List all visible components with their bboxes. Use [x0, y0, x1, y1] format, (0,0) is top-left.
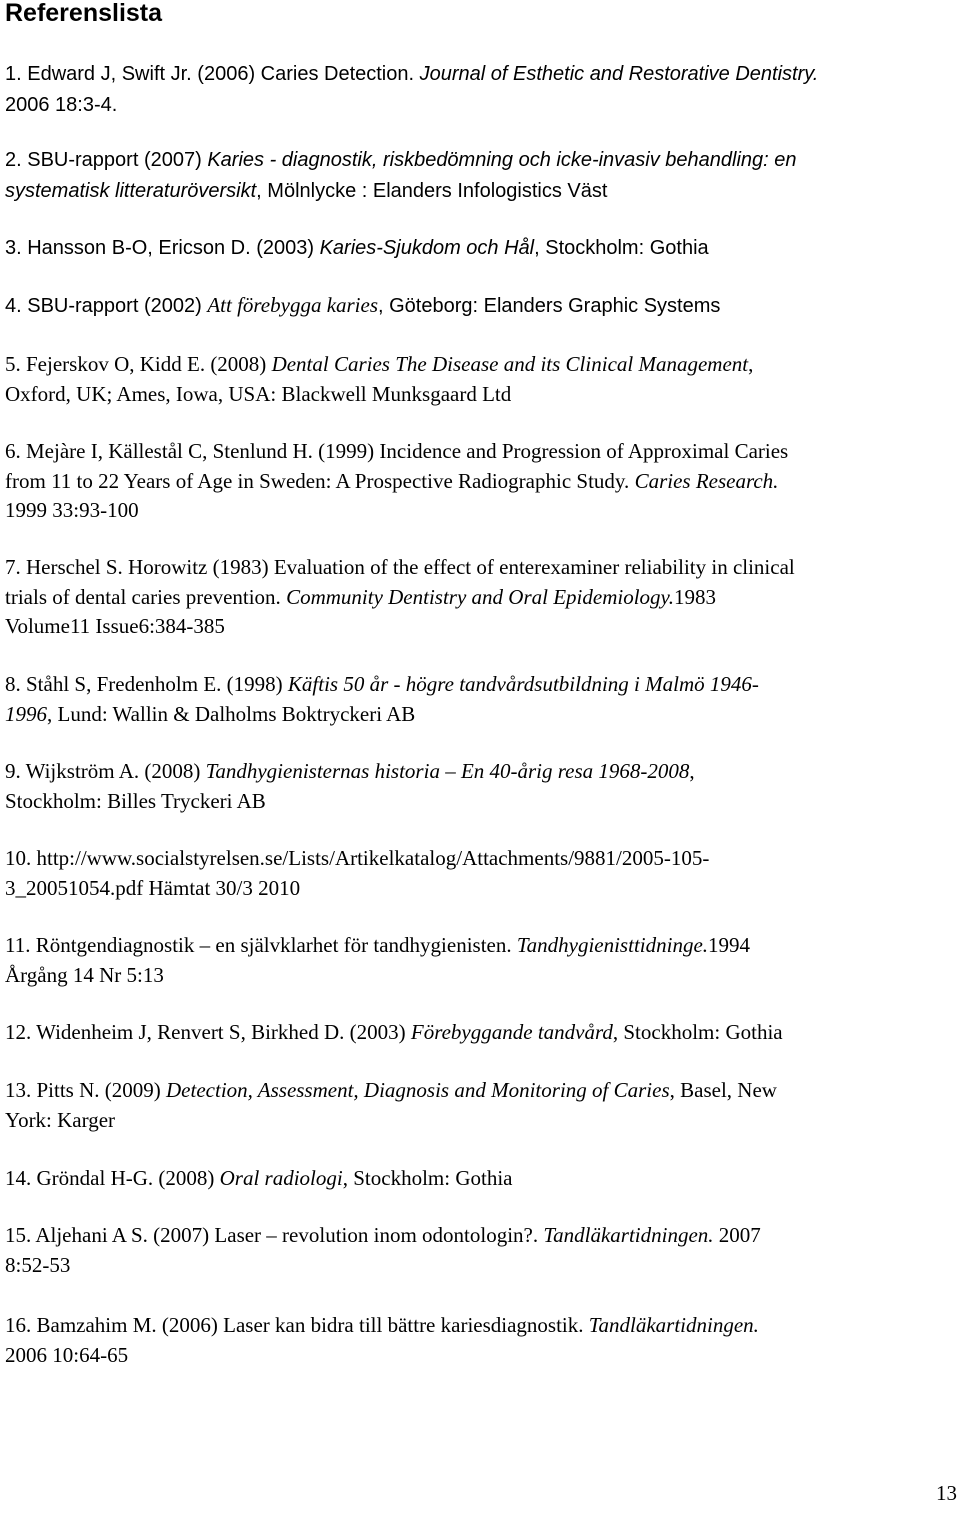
reference-item — [5, 931, 957, 990]
reference-line — [5, 1251, 957, 1281]
reference-title: Tandhygienisternas historia – En 40-årig resa 1968-2008 — [205, 759, 690, 783]
reference-text: , Göteborg: Elanders Graphic Systems — [378, 295, 721, 317]
reference-item — [5, 670, 957, 729]
reference-line — [5, 787, 957, 817]
reference-text: 3_20051054.pdf Hämtat 30/3 2010 — [5, 875, 301, 900]
reference-item — [5, 291, 957, 322]
reference-text: 2007 — [713, 1223, 761, 1247]
reference-text: from 11 to 22 Years of Age in Sweden: A Prospective Radiographic Study. — [5, 468, 635, 493]
reference-title: Detection, Assessment, Diagnosis and Monitoring of Caries — [166, 1078, 670, 1102]
reference-title: Caries Research. — [634, 468, 779, 493]
reference-line — [5, 931, 957, 961]
reference-text: Oxford, UK; Ames, Iowa, USA: Blackwell Munksgaard Ltd — [5, 381, 512, 406]
reference-text: 6. Mejàre I, Källestål C, Stenlund H. (1999) Incidence and Progression of Approximal Caries — [5, 439, 789, 463]
reference-text: 2. SBU-rapport (2007) — [5, 149, 208, 171]
reference-text: 3. Hansson B-O, Ericson D. (2003) — [5, 237, 320, 259]
reference-text: 8. Ståhl S, Fredenholm E. (1998) — [5, 672, 288, 696]
reference-text: 14. Gröndal H-G. (2008) — [5, 1166, 220, 1190]
reference-text: , Stockholm: Gothia — [534, 237, 709, 259]
reference-text: , Mölnlycke : Elanders Infologistics Väst — [256, 179, 608, 202]
reference-text: 2006 10:64-65 — [5, 1342, 129, 1367]
reference-text: 1. Edward J, Swift Jr. (2006) Caries Detection. — [5, 63, 420, 85]
reference-line — [5, 553, 957, 583]
reference-title: Käftis 50 år - högre tandvårdsutbildning i Malmö 1946- — [287, 672, 759, 696]
reference-line — [5, 583, 957, 613]
reference-title: Community Dentistry and Oral Epidemiology. — [286, 584, 674, 609]
reference-text: 4. SBU-rapport (2002) — [5, 295, 208, 317]
reference-item — [5, 757, 957, 816]
reference-line — [5, 233, 957, 264]
page-title: Referenslista — [5, 0, 163, 27]
reference-line — [5, 1221, 957, 1251]
reference-text: 1983 — [673, 584, 716, 609]
reference-item — [5, 553, 957, 642]
reference-text: 2006 18:3-4. — [5, 93, 118, 116]
reference-title: 1996 — [5, 701, 47, 726]
reference-line — [5, 437, 957, 467]
reference-line — [5, 1341, 957, 1371]
reference-item — [5, 59, 957, 120]
reference-title: Dental Caries The Disease and its Clinical Management — [271, 352, 749, 376]
reference-line — [5, 380, 957, 410]
reference-title: Tandläkartidningen. — [543, 1223, 714, 1247]
reference-item — [5, 1164, 957, 1194]
reference-line — [5, 176, 957, 207]
reference-item — [5, 844, 957, 903]
reference-title: Tandhygienisttidninge. — [516, 933, 709, 957]
reference-text: , Basel, New — [669, 1078, 777, 1102]
reference-text: 1999 33:93-100 — [5, 498, 139, 522]
reference-item — [5, 233, 957, 264]
reference-title: Karies-Sjukdom och Hål — [319, 237, 535, 259]
reference-line — [5, 700, 957, 730]
reference-line — [5, 670, 957, 700]
reference-line — [5, 1311, 957, 1341]
reference-text: Årgång 14 Nr 5:13 — [5, 962, 164, 987]
reference-text: 5. Fejerskov O, Kidd E. (2008) — [5, 352, 272, 376]
reference-line — [5, 1106, 957, 1136]
reference-line — [5, 467, 957, 497]
reference-text: 9. Wijkström A. (2008) — [5, 759, 206, 783]
reference-title: Karies - diagnostik, riskbedömning och icke-invasiv behandling: en — [207, 149, 797, 171]
reference-title: Förebyggande tandvård — [410, 1020, 613, 1044]
reference-text: 8:52-53 — [5, 1252, 71, 1277]
reference-text: 16. Bamzahim M. (2006) Laser kan bidra till bättre kariesdiagnostik. — [5, 1313, 589, 1337]
reference-text: , — [748, 352, 754, 376]
reference-line — [5, 1164, 957, 1194]
reference-item — [5, 1018, 957, 1048]
reference-text: Volume11 Issue6:384-385 — [5, 614, 225, 638]
reference-title: Tandläkartidningen. — [588, 1313, 759, 1337]
page-number: 13 — [936, 1481, 957, 1505]
reference-line — [5, 145, 957, 176]
reference-item — [5, 1311, 957, 1370]
reference-title: Oral radiologi — [219, 1166, 343, 1190]
reference-item — [5, 437, 957, 526]
reference-line — [5, 961, 957, 991]
reference-item — [5, 1221, 957, 1280]
reference-text: trials of dental caries prevention. — [5, 584, 287, 609]
reference-text: , Lund: Wallin & Dalholms Boktryckeri AB — [47, 701, 416, 726]
reference-text: Stockholm: Billes Tryckeri AB — [5, 788, 266, 813]
reference-item — [5, 145, 957, 206]
reference-text: 7. Herschel S. Horowitz (1983) Evaluation of the effect of enterexaminer reliability in clinical — [5, 555, 795, 579]
reference-item — [5, 350, 957, 409]
reference-text: 10. http://www.socialstyrelsen.se/Lists/Artikelkatalog/Attachments/9881/2005-105- — [5, 846, 710, 870]
reference-text: 15. Aljehani A S. (2007) Laser – revolution inom odontologin?. — [5, 1223, 544, 1247]
reference-line — [5, 874, 957, 904]
reference-line — [5, 1076, 957, 1106]
reference-line — [5, 757, 957, 787]
reference-line — [5, 291, 957, 322]
reference-title: systematisk litteraturöversikt — [5, 179, 257, 202]
reference-line — [5, 612, 957, 642]
reference-text: 13. Pitts N. (2009) — [5, 1078, 167, 1102]
reference-title: Journal of Esthetic and Restorative Dentistry. — [419, 63, 819, 85]
reference-line — [5, 1018, 957, 1048]
reference-text: , Stockholm: Gothia — [342, 1166, 513, 1190]
reference-line — [5, 844, 957, 874]
reference-line — [5, 350, 957, 380]
reference-line — [5, 496, 957, 526]
reference-text: , — [689, 759, 695, 783]
reference-text: , Stockholm: Gothia — [612, 1020, 783, 1044]
reference-text: York: Karger — [5, 1107, 116, 1132]
reference-text: 11. Röntgendiagnostik – en självklarhet för tandhygienisten. — [5, 933, 517, 957]
reference-line — [5, 59, 957, 90]
reference-item — [5, 1076, 957, 1135]
reference-text: 1994 — [708, 933, 751, 957]
reference-text: 12. Widenheim J, Renvert S, Birkhed D. (2003) — [5, 1020, 411, 1044]
reference-title: Att förebygga karies — [207, 293, 379, 317]
reference-line — [5, 90, 957, 121]
